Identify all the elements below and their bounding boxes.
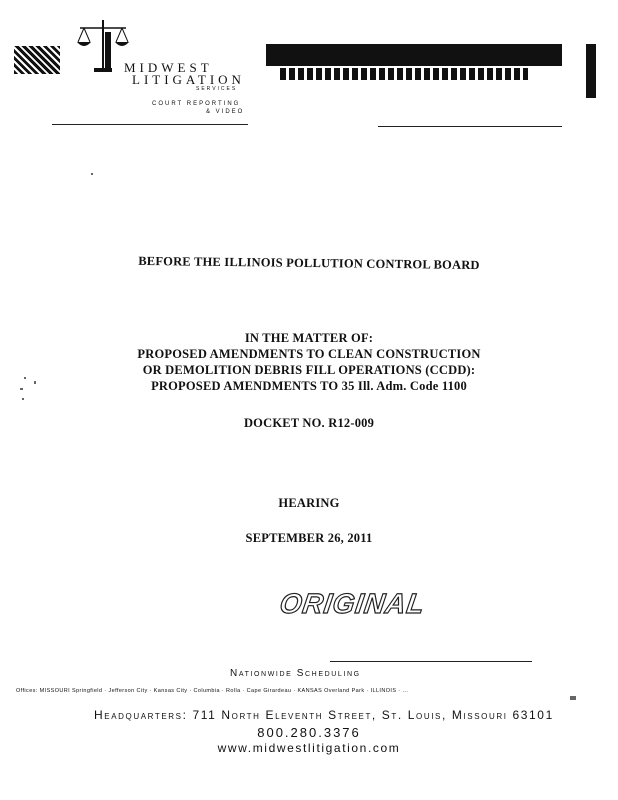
letterhead-rule-left [52,124,248,125]
matter-line-4: PROPOSED AMENDMENTS TO 35 Ill. Adm. Code 1100 [151,379,467,393]
event-title: HEARING [278,496,340,510]
matter-line-3: OR DEMOLITION DEBRIS FILL OPERATIONS (CCDD): [142,363,476,377]
logo-tagline-1: COURT REPORTING [152,101,241,107]
offices-list: Offices: MISSOURI Springfield · Jefferson City · Kansas City · Columbia · Rolla · Cape Girardeau · KANSAS Overland Park · ILLINOIS · ... [16,688,409,694]
board-heading: BEFORE THE ILLINOIS POLLUTION CONTROL BOARD [138,253,480,273]
logo-name-line1: MIDWEST [124,60,213,75]
redaction-block-top [266,44,562,66]
redaction-block-under [280,68,528,80]
redaction-block-right-edge [586,44,596,98]
logo-tagline-2: & VIDEO [206,109,245,115]
logo-services: SERVICES [196,86,238,92]
matter-line-2: PROPOSED AMENDMENTS TO CLEAN CONSTRUCTION [137,347,481,361]
footer-rule [330,661,532,662]
matter-line-1: IN THE MATTER OF: [244,331,374,345]
letterhead-rule-right [378,126,562,127]
phone-number: 800.280.3376 [257,725,361,740]
hearing-date: SEPTEMBER 26, 2011 [245,531,373,545]
original-stamp: ORIGINAL [277,588,428,619]
redaction-block-left [14,46,60,74]
website-url: www.midwestlitigation.com [217,741,401,755]
logo-name-line2: LITIGATION [132,72,245,87]
footer-heading: Nationwide Scheduling [230,668,361,679]
docket-number: DOCKET NO. R12-009 [243,416,375,430]
headquarters-address: Headquarters: 711 North Eleventh Street, St. Louis, Missouri 63101 [94,708,554,722]
